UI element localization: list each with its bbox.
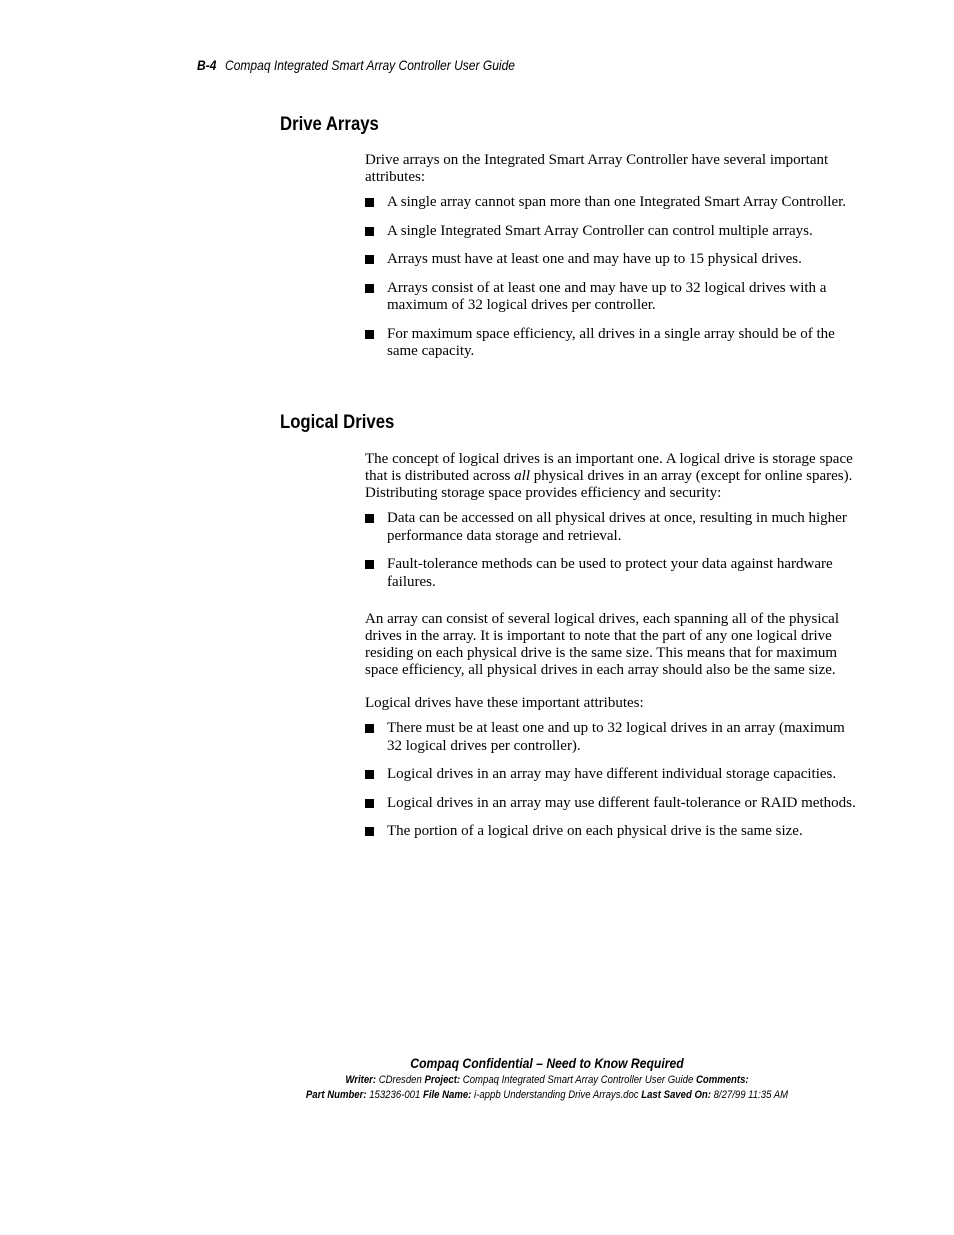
comments-label: Comments: (695, 1074, 749, 1086)
file-name-label: File Name: (422, 1089, 472, 1101)
list-item (365, 823, 861, 841)
logical-drives-intro (365, 451, 861, 502)
list-item (365, 766, 861, 784)
writer-label: Writer: (345, 1074, 377, 1086)
project-value: Compaq Integrated Smart Array Controller User Guide (462, 1074, 694, 1086)
logical-drives-attributes-list (365, 720, 861, 841)
bullet-square-icon (365, 770, 374, 779)
footer-file-line (71, 1089, 954, 1101)
logical-drives-paragraph-2: An array can consist of several logical drives, each spanning all of the physical drives in the array. It is important to note that the part of any one logical drive residing on each physical drive is the same size. This means that for maximum space efficiency, all physical drives in each array should also be the same size. (365, 611, 840, 678)
part-number-label: Part Number: (305, 1089, 367, 1101)
logical-drives-benefits-list (365, 510, 861, 591)
list-item-text: Arrays must have at least one and may have up to 15 physical drives. (387, 251, 802, 267)
list-item-text: Fault-tolerance methods can be used to protect your data against hardware failures. (387, 556, 833, 590)
bullet-square-icon (365, 284, 374, 293)
drive-arrays-intro: Drive arrays on the Integrated Smart Array Controller have several important attributes: (365, 152, 829, 185)
bullet-square-icon (365, 198, 374, 207)
drive-arrays-heading: Drive Arrays (280, 114, 379, 135)
list-item (365, 556, 861, 591)
guide-title: Compaq Integrated Smart Array Controller User Guide (225, 57, 515, 73)
list-item-text: For maximum space efficiency, all drives in a single array should be of the same capacity. (387, 325, 835, 359)
list-item (365, 194, 861, 212)
running-header (197, 57, 515, 73)
logical-drives-section (365, 451, 861, 841)
list-item-text: Data can be accessed on all physical drives at once, resulting in much higher performance data storage and retrieval. (387, 510, 847, 544)
list-item-text: The portion of a logical drive on each physical drive is the same size. (387, 823, 803, 839)
drive-arrays-list (365, 194, 861, 361)
bullet-square-icon (365, 560, 374, 569)
bullet-square-icon (365, 330, 374, 339)
intro-emphasis: all (514, 468, 530, 484)
drive-arrays-section (365, 152, 861, 361)
list-item-text: There must be at least one and up to 32 logical drives in an array (maximum 32 logical drives per controller). (387, 720, 845, 754)
list-item (365, 510, 861, 545)
intro-text: The concept of logical drives is an important one. A logical drive is storage space that is distributed across (365, 451, 853, 484)
list-item-text: Logical drives in an array may use different fault-tolerance or RAID methods. (387, 794, 856, 811)
list-item-text: Logical drives in an array may have different individual storage capacities. (387, 766, 837, 782)
footer-writer-line (71, 1074, 954, 1086)
bullet-square-icon (365, 255, 374, 264)
bullet-square-icon (365, 827, 374, 836)
writer-value: CDresden (378, 1074, 422, 1086)
list-item (365, 795, 861, 813)
list-item (365, 280, 861, 315)
project-label: Project: (424, 1074, 461, 1086)
list-item (365, 251, 861, 269)
footer-confidential: Compaq Confidential – Need to Know Required (410, 1055, 684, 1071)
list-item (365, 326, 861, 361)
page-number: B-4 (197, 57, 217, 73)
list-item (365, 720, 861, 755)
list-item (365, 223, 861, 241)
list-item-text: A single array cannot span more than one Integrated Smart Array Controller. (387, 194, 847, 210)
file-name-value: i-appb Understanding Drive Arrays.doc (474, 1089, 639, 1101)
bullet-square-icon (365, 799, 374, 808)
bullet-square-icon (365, 227, 374, 236)
logical-drives-heading: Logical Drives (280, 412, 395, 433)
bullet-square-icon (365, 724, 374, 733)
part-number-value: 153236-001 (369, 1089, 421, 1101)
last-saved-value: 8/27/99 11:35 AM (713, 1089, 789, 1101)
list-item-text: A single Integrated Smart Array Controller can control multiple arrays. (387, 222, 813, 239)
intro-text: physical drives in an array (except for online spares). Distributing storage space provides efficiency and security: (365, 468, 853, 501)
bullet-square-icon (365, 514, 374, 523)
logical-drives-paragraph-3: Logical drives have these important attributes: (365, 695, 644, 711)
last-saved-label: Last Saved On: (641, 1089, 711, 1101)
list-item-text: Arrays consist of at least one and may have up to 32 logical drives with a maximum of 32 logical drives per controller. (387, 279, 827, 313)
